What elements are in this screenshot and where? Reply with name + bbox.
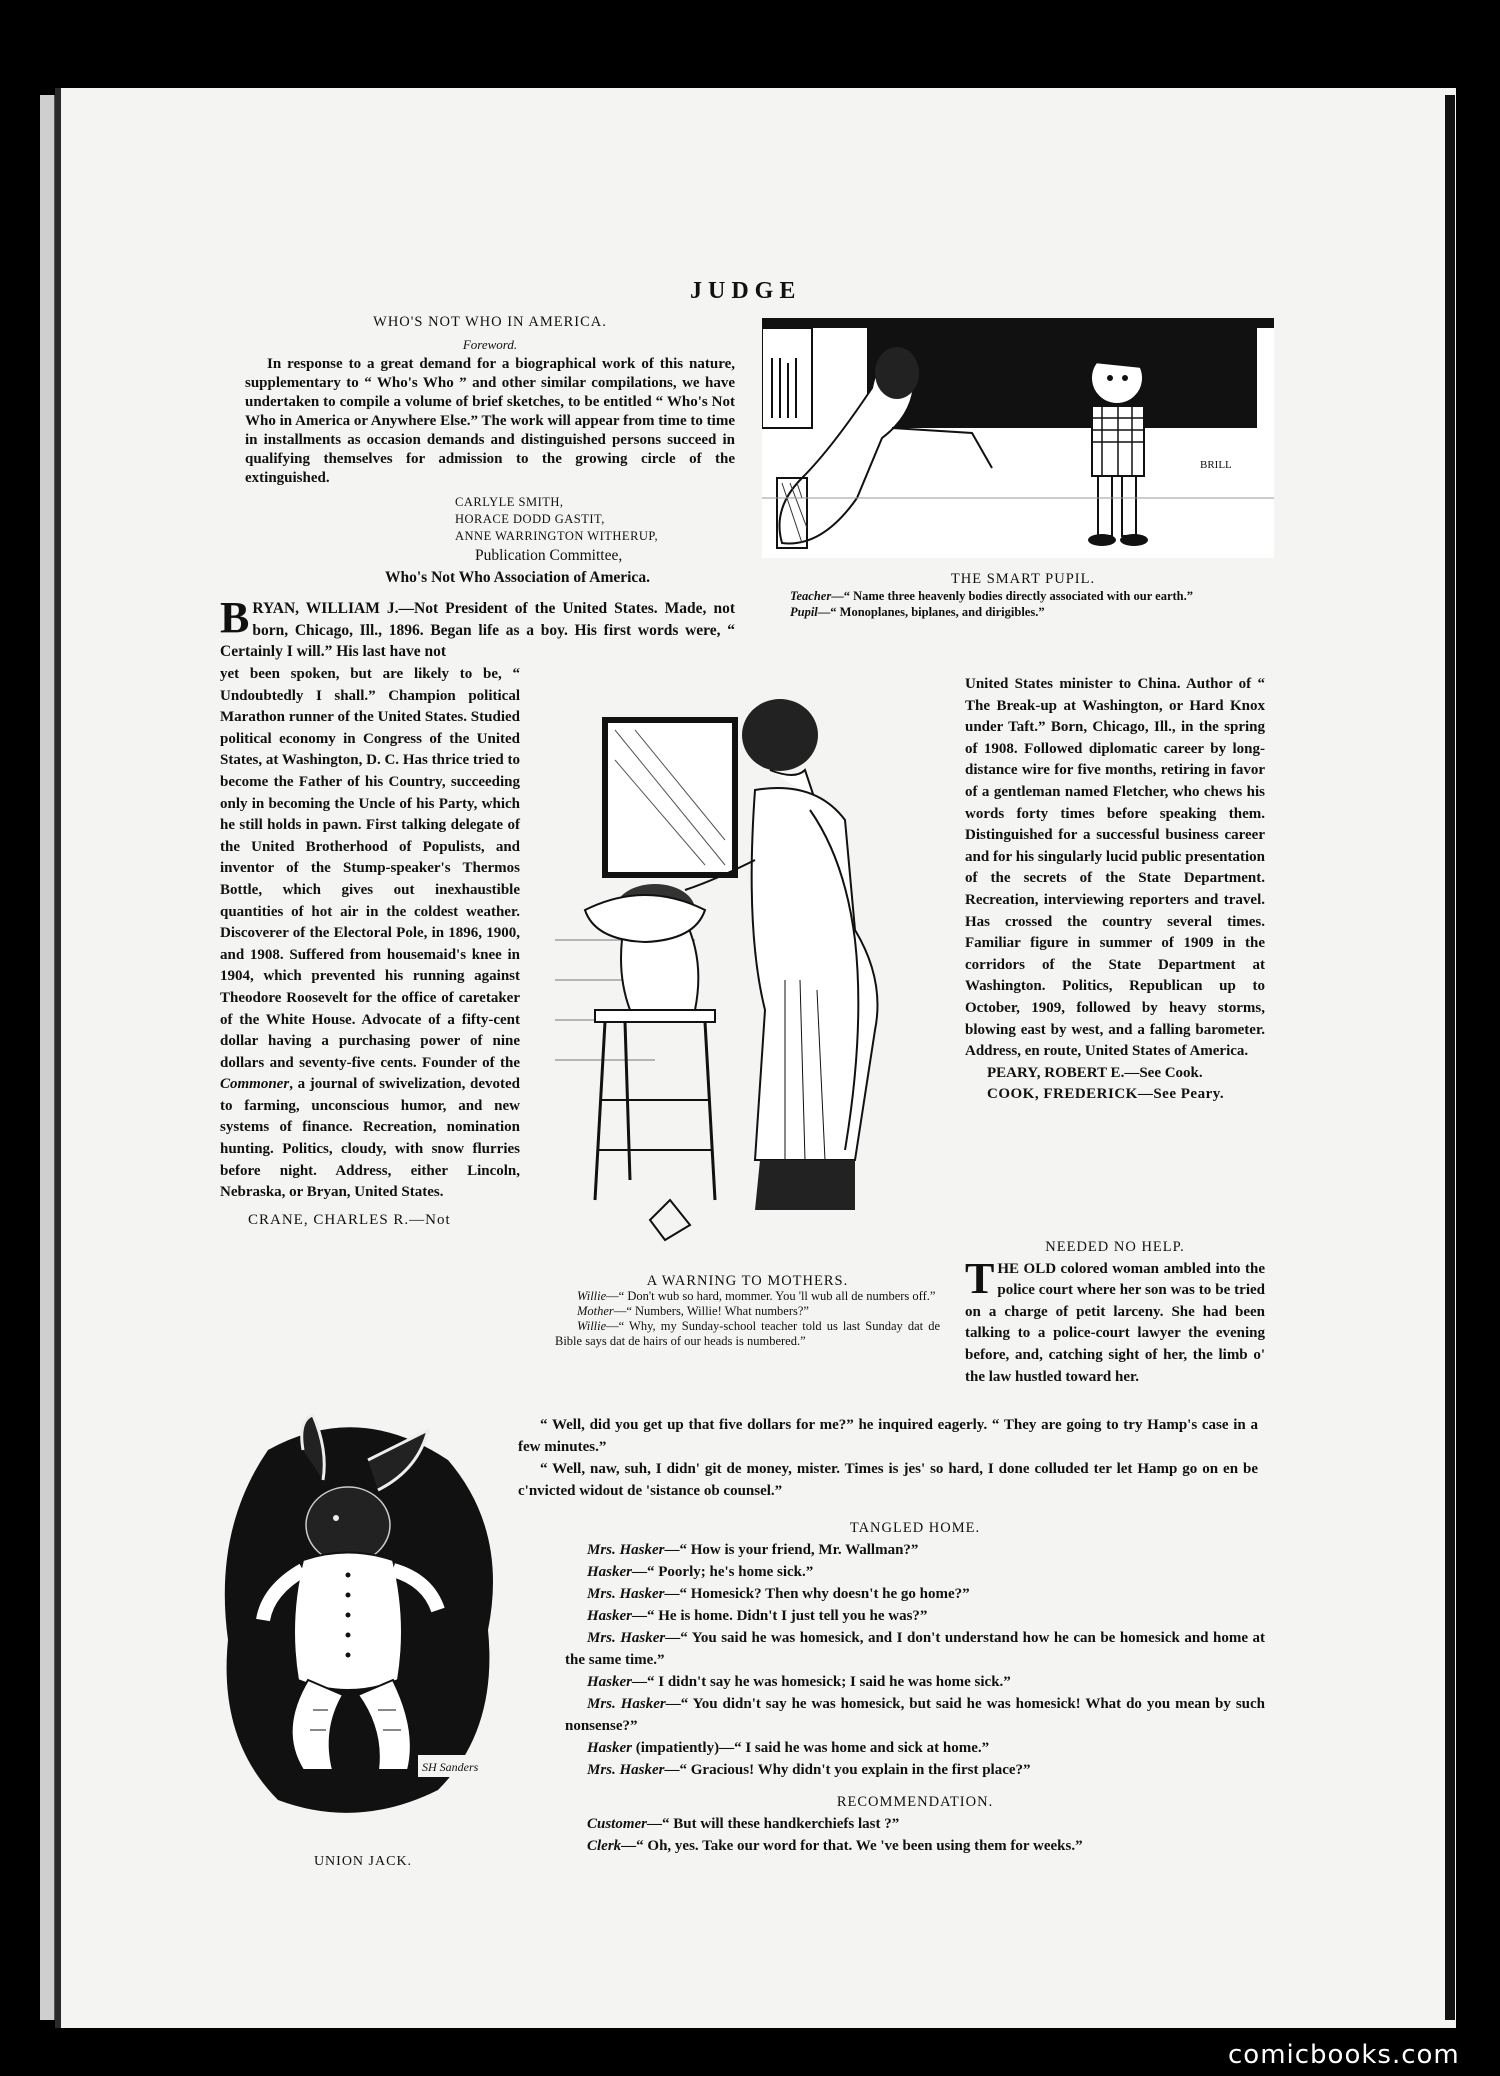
signer-3: ANNE WARRINGTON WITHERUP,	[455, 529, 659, 543]
warning-mothers-illustration	[555, 680, 935, 1255]
commoner-title: Commoner	[220, 1076, 290, 1093]
tangled-line-4: Hasker—“ He is home. Didn't I just tell you he was?”	[587, 1608, 928, 1624]
crane-text: United States minister to China. Author of “ The Break-up at Washington, or Hard Knox under Taft.” Born, Chicago, Ill., in the spring of 1908. Followed diplomatic career by long-distance wire for five months, retiring in favor of a gentleman named Fletcher, who chews his words forty times before speaking them. Distinguished for a successful business career and for his singularly lucid public presentation of the secrets of the State Department. Recreation, interviewing reporters and travel. Has crossed the country several times. Familiar figure in summer of 1909 in the corridors of the State Department at Washington. Politics, Republican up to October, 1909, followed by heavy storms, blowing east by west, and a falling barometer. Address, en route, United States of America.	[965, 676, 1265, 1060]
masthead: JUDGE	[690, 278, 802, 304]
customer-line: Customer—“ But will these handkerchiefs last ?”	[587, 1816, 900, 1832]
smart-pupil-illustration	[762, 318, 1274, 558]
foreword-text: In response to a great demand for a biographical work of this nature, supplementary to “ Who's Who ” and other similar compilations, we have undertaken to compile a volume of brief sketches, to be entitled “ Who's Not Who in America or Anywhere Else.” The work will appear from time to time in installments as occasion demands and distinguished persons succeed in qualifying themselves for admission to the growing circle of the extinguished.	[245, 356, 735, 486]
peary-entry: PEARY, ROBERT E.—See Cook.	[987, 1064, 1203, 1081]
smart-pupil-drawing	[762, 318, 1274, 558]
teacher-line: Teacher—“ Name three heavenly bodies directly associated with our earth.”	[790, 589, 1193, 603]
whos-not-who-intro	[245, 312, 735, 588]
smart-pupil-caption	[768, 570, 1278, 620]
cook-entry: COOK, FREDERICK—See Peary.	[987, 1086, 1225, 1103]
tangled-line-1: Mrs. Hasker—“ How is your friend, Mr. Wallman?”	[587, 1542, 919, 1558]
crane-column	[965, 674, 1265, 1106]
needed-no-help-para1: HE OLD colored woman ambled into the police court where her son was to be tried on a charge of petit larceny. She had been talking to a police-court lawyer the evening before, and, catching sight of her, the limb o' the law hustled toward her.	[965, 1260, 1265, 1385]
union-jack-signature: SH Sanders	[422, 1760, 479, 1774]
foreword-label: Foreword.	[462, 336, 518, 352]
tangled-line-8: Hasker (impatiently)—“ I said he was home and sick at home.”	[587, 1740, 990, 1756]
union-jack-title: UNION JACK.	[313, 1854, 413, 1869]
tangled-home-title: TANGLED HOME.	[849, 1520, 981, 1536]
needed-no-help-column	[965, 1237, 1265, 1388]
warning-line-2: Mother—“ Numbers, Willie! What numbers?”	[577, 1304, 809, 1318]
union-jack-drawing	[218, 1410, 508, 1830]
smart-pupil-title: THE SMART PUPIL.	[950, 571, 1096, 587]
smart-pupil-signature: BRILL	[1200, 459, 1232, 471]
needed-no-help-para2: “ Well, did you get up that five dollars for me?” he inquired eagerly. “ They are going to try Hamp's case in a few minutes.”	[518, 1417, 1258, 1455]
union-jack-illustration	[218, 1410, 508, 1830]
clerk-line: Clerk—“ Oh, yes. Take our word for that. We 've been using them for weeks.”	[587, 1838, 1083, 1854]
needed-no-help-para3: “ Well, naw, suh, I didn' git de money, mister. Times is jes' so hard, I done colluded ter let Hamp go on en be c'nvicted widout de 'sistance ob counsel.”	[518, 1461, 1258, 1499]
bryan-column: yet been spoken, but are likely to be, “ Undoubtedly I shall.” Champion political Marathon runner of the United States. Studied political economy in Congress of the United States, at Washington, D. C. Has thrice tried to become the Father of his Country, succeeding only in becoming the Uncle of his Party, which he still holds in pawn. First talking delegate of the United Brotherhood of Populists, and inventor of the Stump-speaker's Thermos Bottle, which gives out inexhaustible quantities of hot air in the coldest weather. Discoverer of the Electoral Pole, in 1896, 1900, and 1908. Suffered from housemaid's knee in 1904, which prevented his running against Theodore Roosevelt for the office of caretaker of the White House. Advocate of a fifty-cent dollar having a purchasing power of nine dollars and seventy-five cents. Founder of the Commoner, a journal of swivelization, devoted to farming, unconscious humor, and new systems of finance. Recreation, nomination hunting. Politics, cloudy, with snow flurries before night. Address, either Lincoln, Nebraska, or Bryan, United States. CRANE, CHARLES R.—Not	[220, 664, 520, 1231]
warning-line-1: Willie—“ Don't wub so hard, mommer. You 'll wub all de numbers off.”	[577, 1289, 936, 1303]
bryan-head-text: RYAN, WILLIAM J.—Not President of the United States. Made, not born, Chicago, Ill., 1896. Began life as a boy. His first words were, “ Certainly I will.” His last have not	[220, 600, 735, 660]
tangled-line-6: Hasker—“ I didn't say he was homesick; I said he was home sick.”	[587, 1674, 1011, 1690]
tangled-line-5: Mrs. Hasker—“ You said he was homesick, and I don't understand how he can be homesick and home at the same time.”	[565, 1630, 1265, 1668]
bryan-dropcap: B	[220, 593, 250, 642]
warning-line-3: Willie—“ Why, my Sunday-school teacher told us last Sunday dat de Bible says dat de hairs of our heads is numbered.”	[555, 1319, 940, 1348]
signer-1: CARLYLE SMITH,	[455, 495, 564, 509]
whos-not-who-title: WHO'S NOT WHO IN AMERICA.	[373, 314, 607, 330]
site-watermark: comicbooks.com	[1228, 2040, 1460, 2070]
crane-start: CRANE, CHARLES R.—Not	[248, 1211, 451, 1228]
recommendation-title: RECOMMENDATION.	[836, 1794, 994, 1810]
bryan-entry-head	[220, 593, 735, 663]
warning-mothers-title: A WARNING TO MOTHERS.	[646, 1273, 849, 1289]
tangled-line-2: Hasker—“ Poorly; he's home sick.”	[587, 1564, 814, 1580]
association: Who's Not Who Association of America.	[385, 568, 650, 586]
binding-shadow	[1445, 95, 1455, 2020]
tangled-line-3: Mrs. Hasker—“ Homesick? Then why doesn't he go home?”	[587, 1586, 970, 1602]
pupil-line: Pupil—“ Monoplanes, biplanes, and dirigibles.”	[790, 605, 1045, 619]
tangled-line-7: Mrs. Hasker—“ You didn't say he was homesick, but said he was homesick! What do you mean by such nonsense?”	[565, 1696, 1266, 1734]
needed-no-help-title: NEEDED NO HELP.	[1045, 1239, 1185, 1255]
tangled-home-section	[565, 1517, 1265, 1857]
signers	[455, 494, 735, 567]
signer-2: HORACE DODD GASTIT,	[455, 512, 605, 526]
page-edge	[40, 95, 56, 2020]
tangled-line-9: Mrs. Hasker—“ Gracious! Why didn't you explain in the first place?”	[587, 1762, 1031, 1778]
needed-no-help-dropcap: T	[965, 1253, 995, 1303]
warning-mothers-caption	[555, 1274, 940, 1349]
needed-no-help-continued	[518, 1414, 1258, 1502]
warning-mothers-drawing	[555, 680, 935, 1255]
committee: Publication Committee,	[475, 547, 623, 564]
